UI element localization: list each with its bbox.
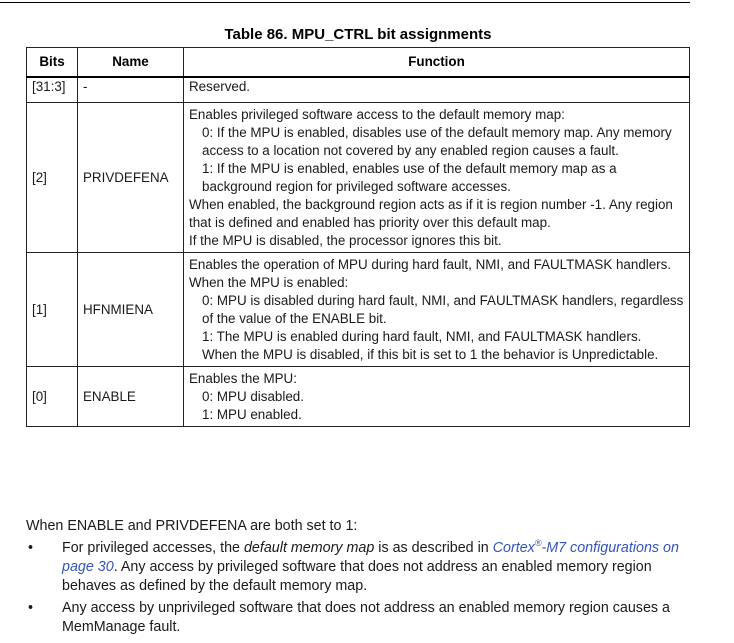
function-option-0: 0: If the MPU is enabled, disables use of the default memory map. Any memory access to a location not covered by any enabled region causes a fault. xyxy=(202,125,672,158)
header-name: Name xyxy=(78,48,184,78)
function-line: When the MPU is enabled: xyxy=(189,275,349,290)
table-row-enable xyxy=(27,367,690,427)
bits-cell: [31:3] xyxy=(27,77,78,103)
link-text-a[interactable]: Cortex xyxy=(492,540,535,556)
note-bullet-list xyxy=(26,539,696,637)
function-cell xyxy=(184,103,690,253)
function-option-0: 0: MPU is disabled during hard fault, NMI, and FAULTMASK handlers, regardless of the value of the ENABLE bit. xyxy=(202,293,684,326)
bits-cell: [0] xyxy=(27,367,78,427)
page-top-rule xyxy=(0,2,690,3)
bullet2-text: Any access by unprivileged software that does not address an enabled memory region causes a MemManage fault. xyxy=(62,600,670,635)
mpu-ctrl-table xyxy=(26,47,690,427)
bullet1-mid: is as described in xyxy=(374,540,493,556)
function-option-0: 0: MPU disabled. xyxy=(202,389,304,404)
note-intro: When ENABLE and PRIVDEFENA are both set to 1: xyxy=(26,518,358,534)
function-line: When the MPU is disabled, if this bit is set to 1 the behavior is Unpredictable. xyxy=(202,347,659,362)
name-cell: ENABLE xyxy=(78,367,184,427)
bullet1-emphasis: default memory map xyxy=(243,540,375,556)
function-cell xyxy=(184,77,690,103)
function-option-1: 1: MPU enabled. xyxy=(202,407,302,422)
bullet-icon: • xyxy=(28,600,34,616)
note-section xyxy=(26,517,696,640)
function-line: If the MPU is disabled, the processor ignores this bit. xyxy=(189,233,502,248)
function-option-1: 1: If the MPU is enabled, enables use of the default memory map as a background region for privileged software accesses. xyxy=(202,161,617,194)
bits-cell: [1] xyxy=(27,253,78,367)
function-cell xyxy=(184,367,690,427)
function-cell xyxy=(184,253,690,367)
link-text-b[interactable]: -M7 configurations on page 30 xyxy=(62,540,679,575)
list-item xyxy=(26,539,696,596)
name-cell: HFNMIENA xyxy=(78,253,184,367)
table-header-row xyxy=(27,48,690,78)
bullet1-post: . Any access by privileged software that does not address an enabled memory region behaves as defined by the default memory map. xyxy=(62,559,652,594)
table-row-privdefena xyxy=(27,103,690,253)
name-cell: PRIVDEFENA xyxy=(78,103,184,253)
function-line: When enabled, the background region acts as if it is region number -1. Any region that is defined and enabled has priority over this default map. xyxy=(189,197,673,230)
name-cell: - xyxy=(78,77,184,103)
function-line: Reserved. xyxy=(189,79,251,94)
table-caption: Table 86. MPU_CTRL bit assignments xyxy=(224,26,492,43)
bits-cell: [2] xyxy=(27,103,78,253)
function-line: Enables the operation of MPU during hard fault, NMI, and FAULTMASK handlers. xyxy=(189,257,672,272)
header-bits: Bits xyxy=(27,48,78,78)
table-row-reserved xyxy=(27,77,690,103)
bullet-icon: • xyxy=(28,540,34,556)
table-row-hfnmiena xyxy=(27,253,690,367)
function-line: Enables the MPU: xyxy=(189,371,297,386)
header-function: Function xyxy=(184,48,690,78)
function-option-1: 1: The MPU is enabled during hard fault, NMI, and FAULTMASK handlers. xyxy=(202,329,642,344)
bullet1-pre: For privileged accesses, the xyxy=(62,540,244,556)
list-item xyxy=(26,599,696,637)
function-line: Enables privileged software access to the default memory map: xyxy=(189,107,565,122)
registered-mark[interactable]: ® xyxy=(534,538,542,549)
